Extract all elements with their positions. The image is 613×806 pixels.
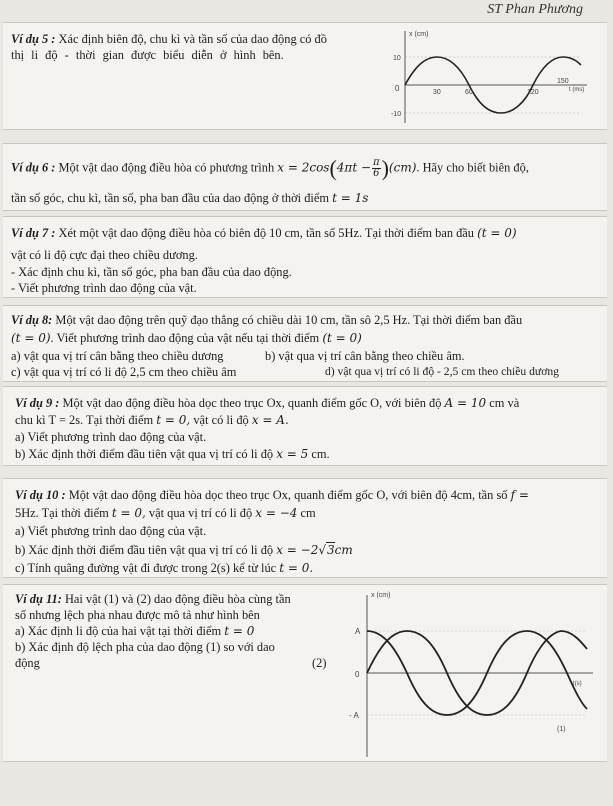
graph-tick-1: 30: [433, 89, 441, 96]
graph-y-max: 10: [393, 55, 401, 62]
example-6-card: [3, 143, 607, 211]
example-6-line2: tần số góc, chu kì, tần số, pha ban đầu của dao động ở thời điểm t = 1s: [11, 191, 369, 205]
graph-y-min: -10: [391, 111, 402, 118]
example-8-card: [3, 305, 607, 382]
graph-amp-label: A: [355, 627, 361, 636]
graph-tick-4: 150: [557, 78, 569, 85]
graph-y-label: x (cm): [409, 31, 429, 38]
graph-tick-3: 120: [527, 89, 539, 96]
example-10-line1: Ví dụ 10 : Một vật dao động điều hòa dọc theo trục Ox, quanh điểm gốc O, với biên độ 4cm, tần số f =: [15, 488, 529, 502]
example-9-part-a: a) Viết phương trình dao động của vật.: [15, 430, 207, 444]
example-11-graph: [347, 585, 597, 763]
example-11-line5-right: (2): [312, 656, 327, 670]
graph-neg-amp-label: - A: [349, 711, 359, 720]
example-8-line1: Ví dụ 8: Một vật dao động trên quỹ đạo thẳng có chiều dài 10 cm, tần sô 2,5 Hz. Tại thời điểm ban đầu: [11, 313, 523, 327]
graph-tick-2: 60: [465, 89, 473, 96]
graph-x-label: t (ms): [569, 87, 585, 93]
example-10-line2: 5Hz. Tại thời điểm t = 0, vật qua vị trí có li độ x = −4 cm: [15, 506, 316, 520]
example-7-line2: vật có li độ cực đại theo chiều dương.: [11, 248, 198, 262]
example-7-line4: - Viết phương trình dao động của vật.: [11, 281, 197, 295]
example-10-part-a: a) Viết phương trình dao động của vật.: [15, 524, 207, 538]
example-11-line1: Ví dụ 11: Hai vật (1) và (2) dao động điều hòa cùng tần: [15, 592, 291, 606]
example-7-line1: Ví dụ 7 : Xét một vật dao động điều hòa có biên độ 10 cm, tần số 5Hz. Tại thời điểm ban đầu (t = 0): [11, 226, 517, 240]
example-9-line2: chu kì T = 2s. Tại thời điểm t = 0, vật có li độ x = A.: [15, 413, 289, 427]
example-8-option-a: a) vật qua vị trí cân bằng theo chiều dương: [11, 349, 224, 363]
example-10-card: [3, 478, 607, 578]
example-9-part-b: b) Xác định thời điểm đầu tiên vật qua vị trí có li độ x = 5 cm.: [15, 447, 330, 461]
example-10-part-b: b) Xác định thời điểm đầu tiên vật qua vị trí có li độ x = −2√3cm: [15, 543, 353, 557]
graph-x-label: t(s): [573, 681, 582, 687]
example-8-line2: (t = 0). Viết phương trình dao động của vật nếu tại thời điểm (t = 0): [11, 331, 362, 345]
example-11-line3: a) Xác định li độ của hai vật tại thời điểm t = 0: [15, 624, 255, 638]
example-5-graph: [391, 25, 591, 125]
graph-origin: 0: [395, 84, 400, 93]
example-8-option-b: b) vật qua vị trí cân bằng theo chiều âm.: [265, 349, 465, 363]
graph-y-label: x (cm): [371, 592, 391, 599]
example-9-card: [3, 386, 607, 466]
example-11-line5-left: động: [15, 656, 40, 670]
example-8-option-d: d) vật qua vị trí có li độ - 2,5 cm theo chiều dương: [325, 365, 559, 378]
graph-curve-1-label: (1): [557, 726, 566, 733]
example-7-line3: - Xác định chu kì, tần số góc, pha ban đầu của dao động.: [11, 265, 292, 279]
example-5-card: [3, 22, 607, 130]
graph-origin: 0: [355, 670, 360, 679]
example-5-line1: Ví dụ 5 : Xác định biên độ, chu kì và tần số của dao động có đồ: [11, 32, 327, 46]
example-6-line1: Ví dụ 6 : Một vật dao động điều hòa có phương trình x = 2cos(4πt − $\frac{\pi}{6}$ )(cm). Hãy cho biết biên độ,: [11, 155, 529, 181]
author-header: ST Phan Phương: [487, 2, 583, 17]
example-8-option-c: c) vật qua vị trí có li độ 2,5 cm theo chiều âm: [11, 365, 237, 379]
example-11-line2: số nhưng lệch pha nhau được mô tả như hình bên: [15, 608, 260, 622]
example-11-line4: b) Xác định độ lệch pha của dao động (1) so với dao: [15, 640, 275, 654]
example-10-part-c: c) Tính quãng đường vật đi được trong 2(s) kể từ lúc t = 0.: [15, 561, 314, 575]
example-7-card: [3, 216, 607, 298]
example-9-line1: Ví dụ 9 : Một vật dao động điều hòa dọc theo trục Ox, quanh điểm gốc O, với biên độ A = 10 cm và: [15, 396, 520, 410]
example-11-card: [3, 584, 607, 762]
example-5-line2: thị li độ - thời gian được biểu diễn ở hình bên.: [11, 48, 284, 62]
